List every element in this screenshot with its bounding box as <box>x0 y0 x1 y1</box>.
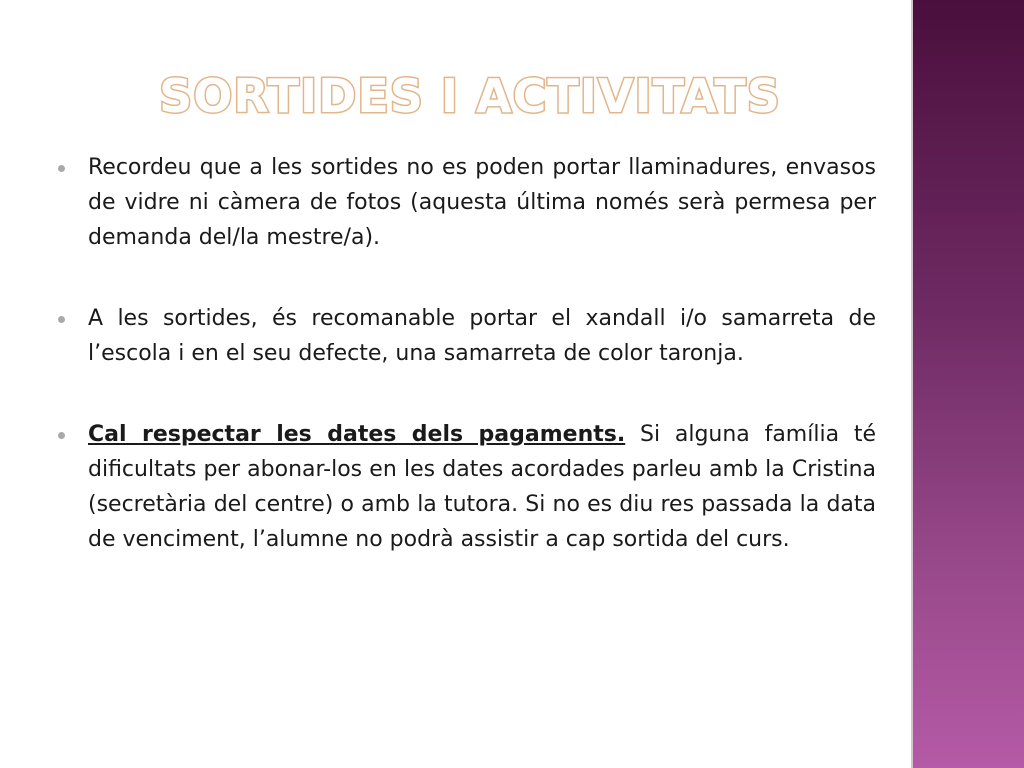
bullet-item-sortides-vestimenta <box>56 301 876 371</box>
bullet-item-pagaments <box>56 417 876 557</box>
bullet-text: Recordeu que a les sortides no es poden portar llaminadures, envasos de vidre ni càmera de fotos (aquesta última només serà permesa per demanda del/la mestre/a). <box>88 155 876 250</box>
bullet-dot-icon <box>58 432 65 439</box>
slide-title: SORTIDES I ACTIVITATS <box>159 69 781 123</box>
bullet-text: Si alguna família té dificultats per abonar-los en les dates acordades parleu amb la Cristina (secretària del centre) o amb la tutora. Si no es diu res passada la data de venciment, l’alumne no podrà assistir a cap sortida del curs. <box>88 422 876 552</box>
bullet-emphasis: Cal respectar les dates dels pagaments. <box>88 422 626 447</box>
bullet-text: A les sortides, és recomanable portar el xandall i/o samarreta de l’escola i en el seu defecte, una samarreta de color taronja. <box>88 306 876 366</box>
bullet-dot-icon <box>58 316 65 323</box>
bullet-item-sortides-prohibicions <box>56 150 876 255</box>
bullet-dot-icon <box>58 165 65 172</box>
bullet-list <box>56 150 876 557</box>
